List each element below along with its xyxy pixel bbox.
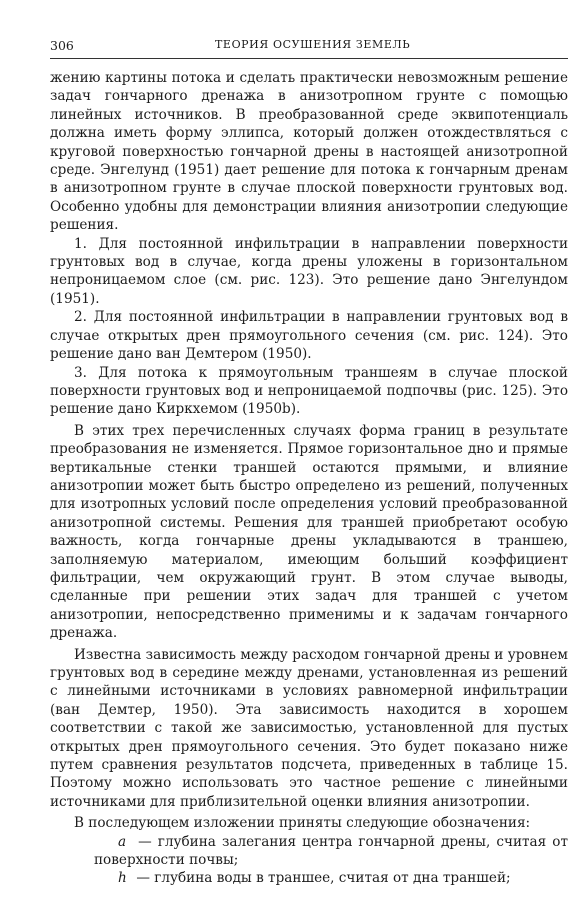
list-item-1: 1. Для постоянной инфильтрации в направлении поверхности грунтовых вод в случае, когда дрены уложены в горизонтальном непроницаемом слое (см. рис. 123). Это решение дано Энгелундом (1951). xyxy=(50,235,568,307)
paragraph: Известна зависимость между расходом гончарной дрены и уровнем грунтовых вод в середине между дренами, установленная из решений с линейными источниками в условиях равномерной инфильтрации (ван Демтер, 1950). Эта зависимость находится в хорошем соответствии с такой же зависимостью, установленной для пустых открытых дрен прямоугольного сечения. Это будет показано ниже путем сравнения результатов подсчета, приведенных в таблице 15. Поэтому можно использовать это частное решение с линейными источниками для приблизительной оценки влияния анизотропии. xyxy=(50,646,568,810)
definition-h xyxy=(50,869,568,887)
definition-text: — глубина залегания центра гончарной дрены, считая от поверхности почвы; xyxy=(94,833,568,869)
definition-symbol: h xyxy=(118,870,127,887)
list-item-2: 2. Для постоянной инфильтрации в направлении грунтовых вод в случае открытых дрен прямоугольного сечения (см. рис. 124). Это решение дано ван Демтером (1950). xyxy=(50,309,568,363)
page-body xyxy=(50,69,568,888)
running-title: ТЕОРИЯ ОСУШЕНИЯ ЗЕМЕЛЬ xyxy=(215,38,411,51)
page-number: 306 xyxy=(50,38,74,53)
list-item-3: 3. Для потока к прямоугольным траншеям в случае плоской поверхности грунтовых вод и непроницаемой подпочвы (рис. 125). Это решение дано Киркхемом (1950b). xyxy=(50,364,568,418)
definition-symbol: a xyxy=(118,833,127,850)
paragraph: В последующем изложении приняты следующие обозначения: xyxy=(74,815,531,832)
page-header xyxy=(50,36,568,59)
definition-a xyxy=(50,833,568,870)
paragraph: жению картины потока и сделать практически невозможным решение задач гончарного дренажа в анизотропном грунте с помощью линейных источников. В преобразованной среде эквипотенциаль должна иметь форму эллипса, который должен отождествляться с круговой поверхностью гончарной дрены в настоящей анизотропной среде. Энгелунд (1951) дает решение для потока к гончарным дренам в анизотропном грунте в случае плоской поверхности грунтовых вод. Особенно удобны для демонстрации влияния анизотропии следующие решения. xyxy=(50,70,568,234)
paragraph: В этих трех перечисленных случаях форма границ в результате преобразования не изменяется. Прямое горизонтальное дно и прямые вертикальные стенки траншей остаются прямыми, и влияние анизотропии может быть быстро определено из решений, полученных для изотропных условий после определения условий преобразованной анизотропной системы. Решения для траншей приобретают особую важность, когда гончарные дрены укладываются в траншею, заполняемую материалом, имеющим больший коэффициент фильтрации, чем окружающий грунт. В этом случае выводы, сделанные при решении этих задач для траншей с учетом анизотропии, непосредственно применимы и к задачам гончарного дренажа. xyxy=(50,422,568,642)
definition-text: — глубина воды в траншее, считая от дна траншей; xyxy=(136,870,511,887)
